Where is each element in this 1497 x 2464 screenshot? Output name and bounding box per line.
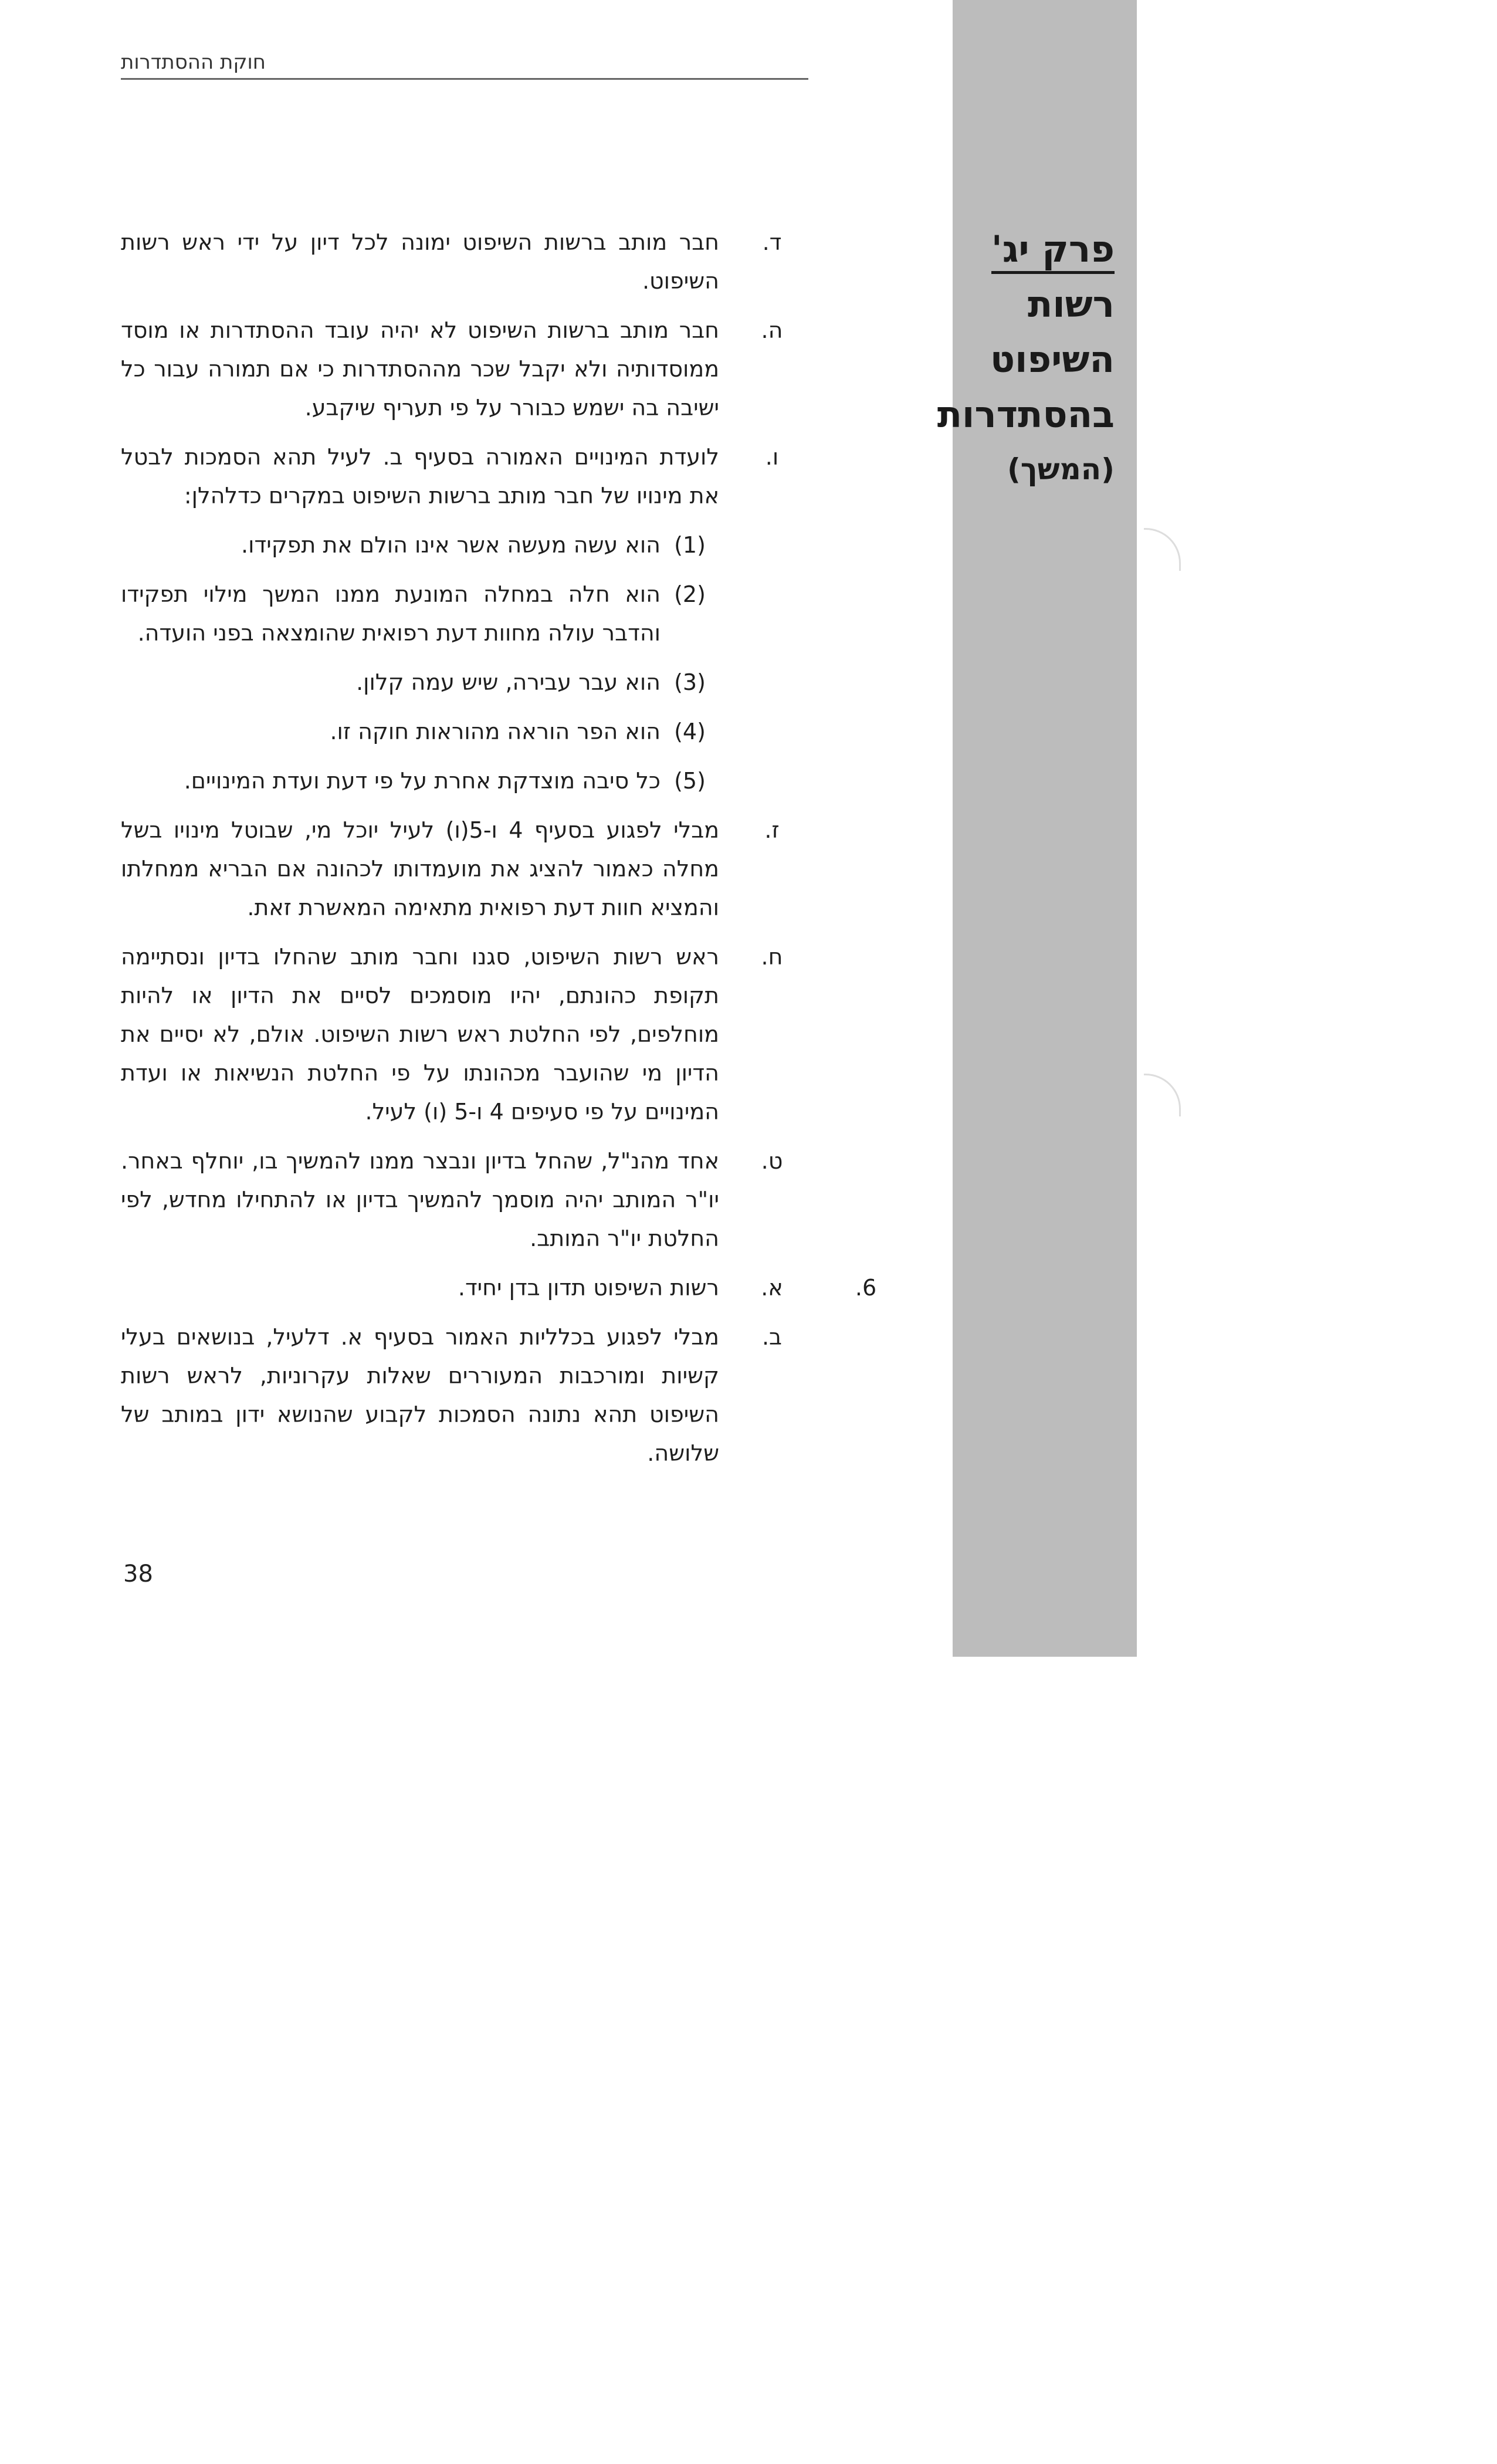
clause-marker: ז. — [764, 817, 780, 843]
subclause-text: הוא חלה במחלה המונעת ממנו המשך מילוי תפקידו והדבר עולה מחוות דעת רפואית שהומצאה בפני הועדה. — [121, 581, 661, 646]
clause-marker: ד. — [762, 229, 782, 255]
chapter-label: פרק יג' — [991, 228, 1115, 274]
clause — [121, 1318, 790, 1473]
clause-marker: ב. — [761, 1324, 783, 1350]
clause-marker: א. — [761, 1275, 783, 1301]
chapter-heading — [937, 222, 1115, 493]
subclause-marker: (2) — [674, 581, 706, 607]
clause-text: חבר מותב ברשות השיפוט לא יהיה עובד ההסתדרות או מוסד ממוסדותיה ולא יקבל שכר מההסתדרות כי אם תמורה עבור כל ישיבה בה ישמש כבורר על פי תעריף שיקבע. — [121, 317, 719, 421]
subclause — [121, 712, 790, 751]
clause-text: לועדת המינויים האמורה בסעיף ב. לעיל תהא הסמכות לבטל את מינויו של חבר מותב ברשות השיפוט במקרים כדלהלן: — [121, 444, 719, 509]
subclause-marker: (5) — [674, 768, 706, 794]
clause-text: מבלי לפגוע בכלליות האמור בסעיף א. דלעיל, בנושאים בעלי קשיות ומורכבות המעוררים שאלות עקרוניות, לראש רשות השיפוט תהא נתונה הסמכות לקבוע שהנושא ידון במותב של שלושה. — [121, 1324, 719, 1466]
subclause-text: הוא עשה מעשה אשר אינו הולם את תפקידו. — [241, 532, 661, 558]
clause — [121, 223, 790, 300]
chapter-continued: (המשך) — [1007, 452, 1115, 486]
page-number: 38 — [123, 1561, 153, 1588]
clause — [121, 438, 790, 515]
clause-text: מבלי לפגוע בסעיף 4 ו-5(ו) לעיל יוכל מי, שבוטל מינויו בשל מחלה כאמור להציג את מועמדותו לכהונה אם הבריא ממחלתו והמציא חוות דעת רפואית מתאימה המאשרת זאת. — [121, 817, 719, 920]
subclause-marker: (4) — [674, 719, 706, 744]
chapter-sidebar — [937, 0, 1137, 1657]
clause — [121, 811, 790, 927]
subclause-marker: (1) — [674, 532, 706, 558]
chapter-title-line-2: השיפוט — [990, 338, 1115, 381]
clause-marker: ה. — [761, 317, 783, 343]
clause-text: רשות השיפוט תדון בדן יחיד. — [458, 1275, 719, 1301]
subclause — [121, 575, 790, 652]
chapter-title-line-1: רשות — [1028, 283, 1115, 326]
clause — [121, 937, 790, 1131]
clause-text: ראש רשות השיפוט, סגנו וחבר מותב שהחלו בדיון ונסתיימה תקופת כהונתם, יהיו מוסמכים לסיים את הדיון או להיות מוחלפים, לפי החלטת ראש רשות השיפוט. אולם, לא יסיים את הדיון מי שהועבר מכהונתו על פי החלטת הנשיאות או ועדת המינויים על פי סעיפים 4 ו-5 (ו) לעיל. — [121, 944, 719, 1125]
subclause-text: הוא עבר עבירה, שיש עמה קלון. — [356, 669, 661, 695]
binder-hole-mark — [1144, 528, 1181, 571]
subclause-text: כל סיבה מוצדקת אחרת על פי דעת ועדת המינויים. — [184, 768, 661, 794]
clause — [121, 1142, 790, 1258]
document-body — [121, 223, 877, 1483]
header-rule — [121, 78, 808, 80]
subclause — [121, 526, 790, 564]
clause-marker: ו. — [765, 444, 779, 470]
clause-marker: ח. — [761, 944, 783, 970]
running-header-title: חוקת ההסתדרות — [121, 50, 266, 74]
subclause — [121, 761, 790, 800]
chapter-title-line-3: בהסתדרות — [937, 393, 1115, 436]
subclause-text: הוא הפר הוראה מהוראות חוקה זו. — [330, 719, 661, 744]
clause-text: חבר מותב ברשות השיפוט ימונה לכל דיון על ידי ראש רשות השיפוט. — [121, 229, 719, 294]
subclause-marker: (3) — [674, 669, 706, 695]
clause-marker: ט. — [761, 1148, 783, 1174]
section-number: 6. — [855, 1275, 877, 1301]
clause — [121, 1268, 877, 1307]
clause — [121, 311, 790, 427]
binder-hole-mark — [1144, 1074, 1181, 1116]
subclause — [121, 663, 790, 702]
clause-text: אחד מהנ"ל, שהחל בדיון ונבצר ממנו להמשיך בו, יוחלף באחר. יו"ר המותב יהיה מוסמך להמשיך בדיון או להתחילו מחדש, לפי החלטת יו"ר המותב. — [121, 1148, 719, 1251]
